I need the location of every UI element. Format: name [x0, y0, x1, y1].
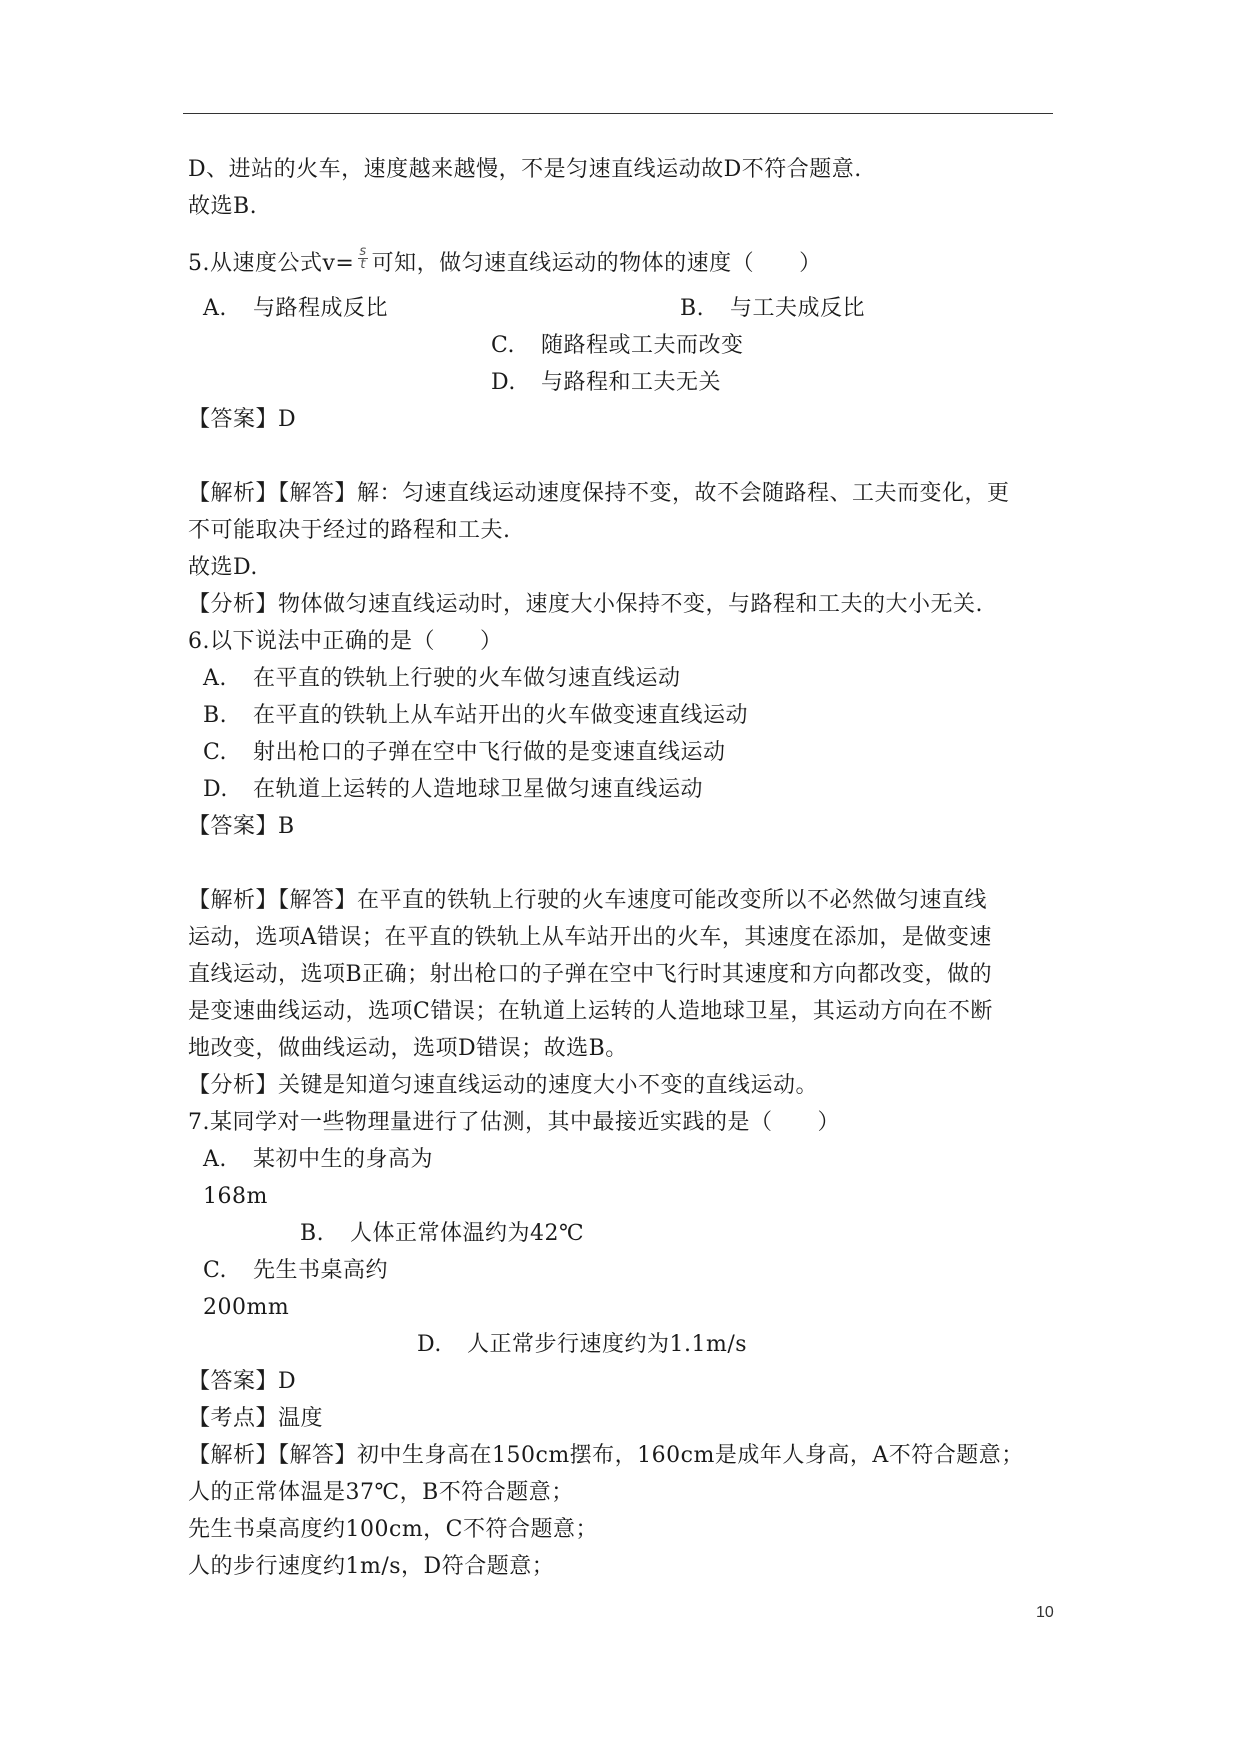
q5-option-d: [491, 368, 721, 398]
option-text: 随路程或工夫而改变: [541, 333, 744, 358]
q6-analysis-line-2: 运动，选项A错误；在平直的铁轨上从车站开出的火车，其速度在添加，是做变速: [188, 925, 992, 950]
option-letter: B.: [203, 703, 228, 728]
option-letter: D.: [491, 370, 516, 395]
option-letter: D.: [417, 1332, 442, 1357]
option-letter: C.: [491, 333, 516, 358]
option-letter: A.: [203, 296, 227, 321]
option-text: 在轨道上运转的人造地球卫星做匀速直线运动: [253, 777, 704, 802]
q7-key-point: 【考点】温度: [188, 1406, 324, 1431]
q7-analysis-line-3: 先生书桌高度约100cm，C不符合题意；: [188, 1517, 599, 1542]
option-text: 人正常步行速度约为1.1m/s: [467, 1332, 748, 1357]
q6-option-c: [203, 738, 726, 768]
formula-numerator: s: [359, 243, 367, 259]
option-text: 射出枪口的子弹在空中飞行做的是变速直线运动: [253, 740, 726, 765]
option-letter: D.: [203, 777, 228, 802]
q7-option-c-value: 200mm: [203, 1295, 290, 1320]
q6-answer: 【答案】B: [188, 814, 295, 839]
q5-analysis-line-2: 不可能取决于经过的路程和工夫.: [188, 518, 511, 543]
q5-choice: 故选D.: [188, 555, 258, 580]
q6-analysis-line-3: 直线运动，选项B正确；射出枪口的子弹在空中飞行时其速度和方向都改变，做的: [188, 962, 993, 987]
q7-answer: 【答案】D: [188, 1369, 297, 1394]
option-letter: B.: [680, 296, 705, 321]
q5-stem: [188, 243, 822, 279]
option-text: 人体正常体温约为42℃: [350, 1221, 585, 1246]
q7-analysis-line-2: 人的正常体温是37℃，B不符合题意；: [188, 1480, 574, 1505]
q5-analysis-line-1: 【解析】【解答】解：匀速直线运动速度保持不变，故不会随路程、工夫而变化，更: [188, 481, 1010, 506]
page-number: 10: [1036, 1604, 1054, 1621]
q6-option-d: [203, 775, 703, 805]
q7-option-c: [203, 1256, 388, 1286]
option-letter: A.: [203, 1147, 227, 1172]
q5-stem-after: 可知，做匀速直线运动的物体的速度（ ）: [371, 251, 822, 276]
q6-option-a: [203, 664, 681, 694]
option-text: 先生书桌高约: [253, 1258, 389, 1283]
option-text: 在平直的铁轨上行驶的火车做匀速直线运动: [253, 666, 681, 691]
q7-option-a: [203, 1145, 433, 1175]
q6-analysis-line-4: 是变速曲线运动，选项C错误；在轨道上运转的人造地球卫星，其运动方向在不断: [188, 999, 993, 1024]
formula-denominator: t: [360, 256, 366, 272]
speed-formula: [358, 243, 367, 272]
option-letter: A.: [203, 666, 227, 691]
option-text: 在平直的铁轨上从车站开出的火车做变速直线运动: [253, 703, 749, 728]
q5-option-c: [491, 331, 744, 361]
q5-stem-before: 5.从速度公式v=: [188, 251, 355, 276]
option-text: 与工夫成反比: [730, 296, 866, 321]
q7-stem: 7.某同学对一些物理量进行了估测，其中最接近实践的是（ ）: [188, 1110, 840, 1135]
q6-option-b: [203, 701, 748, 731]
q5-option-b: [680, 294, 865, 324]
q5-answer: 【答案】D: [188, 407, 297, 432]
q6-comment: 【分析】关键是知道匀速直线运动的速度大小不变的直线运动。: [188, 1073, 819, 1098]
q5-option-a: [203, 294, 388, 324]
q6-analysis-line-1: 【解析】【解答】在平直的铁轨上行驶的火车速度可能改变所以不必然做匀速直线: [188, 888, 988, 913]
option-text: 与路程和工夫无关: [541, 370, 722, 395]
q6-analysis-line-5: 地改变，做曲线运动，选项D错误；故选B。: [188, 1036, 628, 1061]
option-letter: B.: [300, 1221, 325, 1246]
q7-option-a-value: 168m: [203, 1184, 268, 1209]
option-text: 与路程成反比: [253, 296, 389, 321]
option-letter: C.: [203, 1258, 228, 1283]
option-text: 某初中生的身高为: [253, 1147, 434, 1172]
q5-comment: 【分析】物体做匀速直线运动时，速度大小保持不变，与路程和工夫的大小无关.: [188, 592, 983, 617]
q7-option-d: [417, 1330, 747, 1360]
prev-option-d-explanation: D、进站的火车，速度越来越慢，不是匀速直线运动故D不符合题意.: [188, 157, 862, 182]
q7-option-b: [300, 1219, 584, 1249]
header-rule: [183, 113, 1053, 114]
q6-stem: 6.以下说法中正确的是（ ）: [188, 629, 503, 654]
option-letter: C.: [203, 740, 228, 765]
q7-analysis-line-1: 【解析】【解答】初中生身高在150cm摆布，160cm是成年人身高，A不符合题意；: [188, 1443, 1024, 1468]
prev-choice: 故选B.: [188, 194, 258, 219]
q7-analysis-line-4: 人的步行速度约1m/s，D符合题意；: [188, 1554, 555, 1579]
